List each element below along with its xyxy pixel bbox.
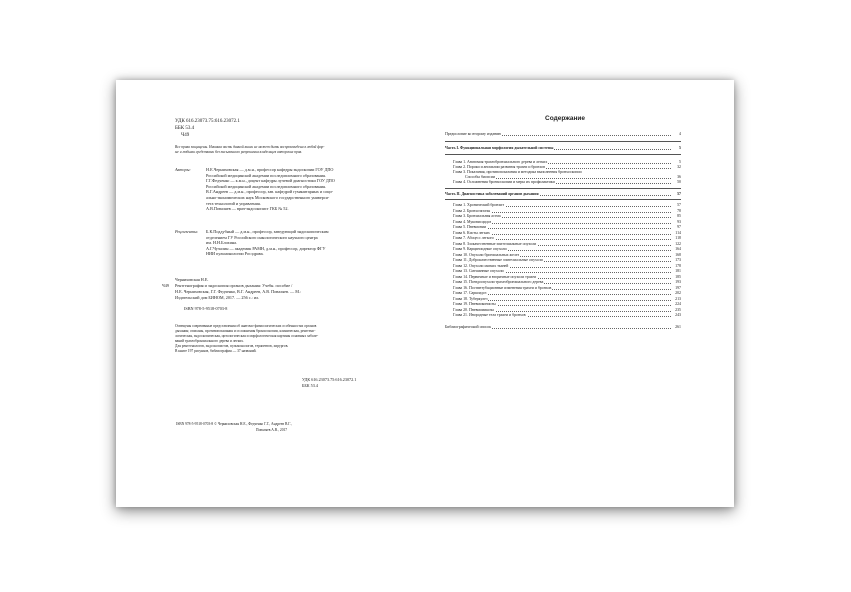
isbn: ISBN 978-5-9518-0703-8 [184,306,228,311]
toc-label: Глава 14. Первичные и вторичные опухоли трахеи [453,274,537,279]
toc-divider [445,188,681,189]
toc-label: Глава 4. Муковисцидоз [453,219,492,224]
toc-page: 122 [675,241,681,246]
reviewer-line: НИИ пульмонологии Росздрава. [206,251,264,257]
toc-label: Глава 6. Кисты легких [453,230,490,235]
toc-bibliography [445,325,681,330]
toc-chapter [453,253,681,258]
toc-chapter [453,291,681,296]
author-line: тета технологий и управления. [206,200,261,206]
toc-label: Глава 1. Хронический бронхит [453,203,505,207]
toc-page: 193 [675,280,681,284]
toc-page: 243 [675,313,681,317]
toc-chapter [453,258,681,263]
annotation-line: логическая, эндоскопическая, цитологическая и морфологическая картины основных заболе- [175,334,319,338]
toc-label: Глава 9. Карциноидные опухоли [453,247,507,251]
toc-chapter [453,286,681,291]
biblio-code: Ч49 [162,283,169,288]
toc-label: Глава 3. Бронхиальная астма [453,214,501,218]
toc-label: Глава 18. Туберкулез [453,296,488,301]
author-line: Российской медицинской академии последипломного образования. [206,172,326,178]
toc-label: Глава 3. Показания, противопоказания и методика выполнения бронхоскопии [453,170,582,174]
toc-label: Глава 2. Бронхоэктазы [453,208,491,213]
toc-page: 93 [677,219,681,224]
reviewer-line: Б.К.Поддубный — д.м.н., профессор, заведующий эндоскопическим [206,229,329,234]
annotation-line: дыхания; описаны, противопоказания и осложнения бронхоскопии, клиническая, рентгено- [175,329,316,333]
toc-label: Глава 1. Анатомия трахеобронхиального дерева и легких [453,160,548,164]
left-page [116,80,425,507]
annotation-line: Освещены современные представления об анатомо-физиологических особенностях органов [175,324,317,328]
author-line: ально-экономических наук Московского государственного универси- [206,195,330,200]
toc-page: 114 [675,230,681,235]
toc-page: 181 [675,269,681,273]
toc-page: 4 [679,132,681,136]
toc-page: 202 [675,291,681,295]
toc-page: 178 [675,263,681,268]
toc-page: 164 [675,247,681,251]
udk-bottom: УДК 616.23073.75:616.23072.1 [302,377,357,382]
reviewer-line: А.Г.Чучалин — академик РАМН, д.м.н., профессор, директор ФГУ [206,245,326,251]
toc-chapter [453,297,681,302]
toc-chapter [453,231,681,236]
toc-page: 32 [677,165,681,169]
reviewer-line: им. Н.Н.Блохина. [206,240,238,246]
toc-page: 185 [675,274,681,279]
rights-line-2: ме и любыми средствами без письменного разрешения владельцев авторских прав. [175,150,303,154]
authors-label: Авторы: [175,167,191,172]
toc-preface [445,132,681,137]
author-line: Н.Е.Черниховская — д.м.н., профессор кафедры эндоскопии ГОУ ДПО [206,167,334,172]
toc-page: 78 [677,208,681,213]
annotation-line: Для рентгенологов, эндоскопистов, пульмонологов, терапевтов, хирургов. [175,344,289,348]
footer-line-1: ISBN 978-5-9518-0703-8 © Черниховская Н.Е., Федченко Г.Г., Андреев В.Г., [176,422,292,426]
toc-page: 261 [675,324,681,329]
toc-page: 173 [675,258,681,262]
toc-label: Глава 7. Абсцесс легкого [453,236,494,240]
annotation-line: В книге 197 рисунков, библиография — 37 названий. [175,349,257,353]
toc-label: Глава 11. Доброкачественные эпителиальные опухоли [453,258,543,262]
toc-page: 85 [677,214,681,218]
reviewers-label: Рецензенты: [175,229,199,234]
toc-label: Способы биопсии [465,175,495,179]
author-line: Российской медицинской академии последипломного образования. [206,183,326,189]
toc-label: Глава 10. Опухоли бронхиальных желез [453,252,520,257]
toc-label: Предисловие ко второму изданию [445,132,502,136]
toc-divider [445,199,681,200]
toc-chapter [453,247,681,252]
reviewer-line: отделением ГУ Российского онкологического научного центра [206,234,318,240]
book-spread [116,80,734,507]
toc-label: Глава 16. Постинтубационные изменения трахеи и бронхов [453,285,552,290]
toc-label: Глава 4. Осложнения бронхоскопии и меры их профилактики [453,180,555,184]
biblio-line-3: Н.Е. Черниховская, Г.Г. Федченко, В.Г. Андреев, А.В. Поваляев. — М.: [175,289,302,294]
toc-page: 97 [677,225,681,229]
toc-label: Глава 20. Пневмомикозы [453,307,495,312]
toc-label: Глава 15. Псевдоопухоли трахеобронхиального дерева [453,280,544,284]
toc-chapter [453,214,681,219]
toc-chapter [453,269,681,274]
toc-label: Глава 12. Опухоли мягких тканей [453,263,509,268]
toc-chapter [453,280,681,285]
toc-part-2 [445,192,681,197]
bbk: ББК 53.4 [175,126,195,131]
toc-chapter [453,220,681,225]
toc-page: 213 [675,296,681,301]
toc-label: Глава 19. Пневмокониозы [453,302,496,306]
toc-chapter [453,242,681,247]
biblio-line-2: Рентгенография и эндоскопия органов дыхания: Учебн. пособие / [175,283,293,288]
toc-divider [445,141,681,142]
toc-page: 36 [677,175,681,179]
author-line: В.Г.Андреев — д.м.н., профессор, зав. кафедрой гуманитарных и соци- [206,189,334,195]
toc-label: Глава 21. Инородные тела трахеи и бронхов [453,313,526,317]
toc-page: 5 [679,160,681,164]
author-line: А.В.Поваляев — врач-эндоскопист ГКБ № 52. [206,206,289,212]
book-code: Ч49 [181,133,190,138]
toc-divider [445,154,681,155]
rights-line-1: Все права защищены. Никакая часть данной книги не может быть воспроизведена в любой фор- [175,145,325,149]
toc-label: Глава 5. Пневмонии [453,225,487,229]
toc-label: Библиографический список [445,324,492,329]
footer-line-2: Поваляев А.В., 2017 [256,428,288,432]
toc-page: 168 [675,252,681,257]
toc-page: 5 [679,146,681,150]
toc-title: Содержание [545,115,586,122]
udk: УДК 616.23073.75:616.23072.1 [175,119,240,124]
toc-chapter [453,203,681,208]
biblio-line-4: Издательский дом БИНОМ, 2017. — 256 с.: ил. [175,295,260,300]
toc-chapter [453,225,681,230]
annotation-line: ваний трахеобронхиального дерева и легких. [175,339,244,343]
author-line: Г.Г.Федченко — к.м.н., доцент кафедры лучевой диагностики ГОУ ДПО [206,178,335,184]
toc-label: Часть II. Диагностика заболеваний органов дыхания [445,192,539,196]
toc-chapter [453,302,681,307]
toc-page: 50 [677,180,681,184]
toc-label: Глава 17. Саркоидоз [453,291,487,295]
toc-label: Глава 13. Смешанные опухоли [453,269,504,273]
toc-page: 197 [675,285,681,290]
toc-page: 57 [677,192,681,196]
right-page [425,80,734,507]
toc-page: 57 [677,203,681,207]
toc-page: 235 [675,307,681,312]
toc-part-1 [445,146,681,151]
biblio-line-1: Черниховская Н.Е. [175,277,209,282]
toc-chapter [453,313,681,318]
toc-label: Часть I. Функциональная морфология дыхательной системы [445,146,554,150]
toc-chapter [453,275,681,280]
toc-page: 224 [675,302,681,306]
toc-label: Глава 8. Злокачественные эпителиальные опухоли [453,241,537,246]
toc-chapter [453,308,681,313]
toc-label: Глава 2. Пороки и аномалии развития трахеи и бронхов [453,165,545,169]
toc-chapter [453,209,681,214]
bbk-bottom: ББК 53.4 [302,383,318,388]
toc-chapter [453,264,681,269]
toc-chapter [453,180,681,185]
toc-page: 118 [675,236,681,240]
toc-chapter [453,236,681,241]
